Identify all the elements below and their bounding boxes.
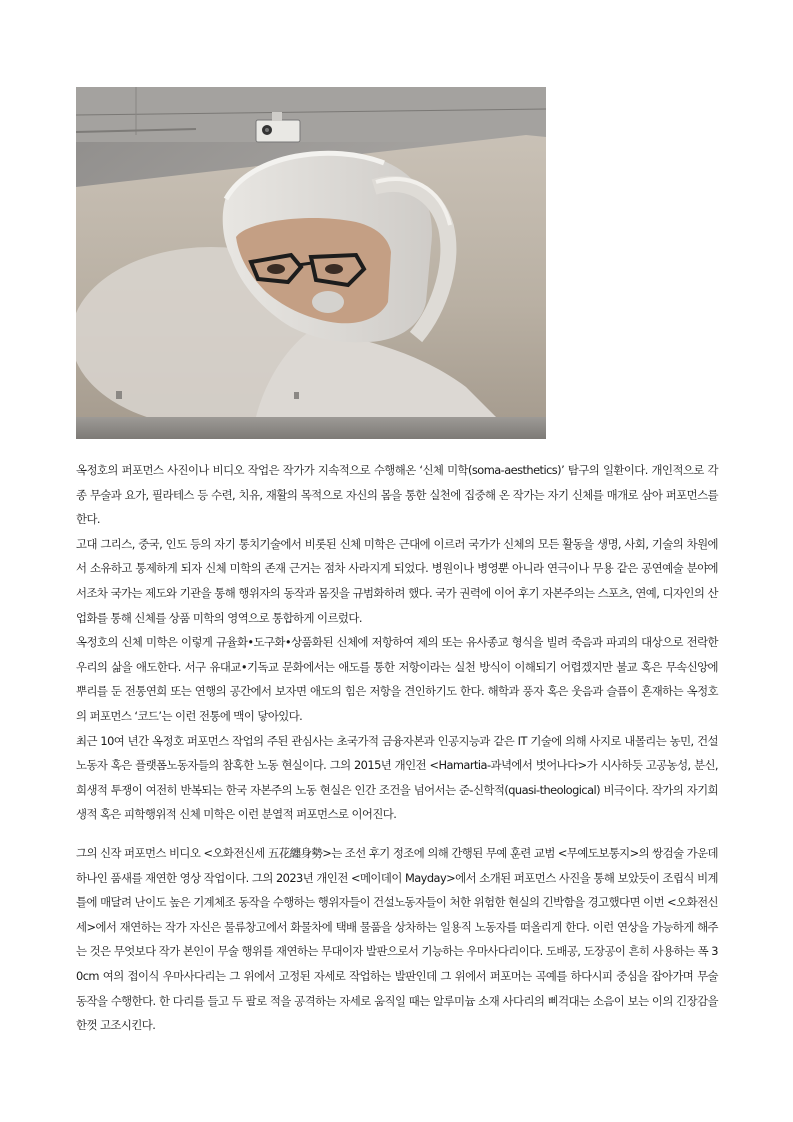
paragraph: 옥정호의 신체 미학은 이렇게 규율화•도구화•상품화된 신체에 저항하여 제의 또는 유사종교 형식을 빌려 죽음과 파괴의 대상으로 전락한 우리의 삶을 애도한다. 서구 유대교•기독교 문화에서는 애도를 통한 저항이라는 실천 방식이 이해되기 어렵겠지만 불교 혹은 무속신앙에 뿌리를 둔 전통연희 또는 연행의 공간에서 보자면 애도의 힘은 저항을 견인하기도 한다. 해학과 풍자 혹은 웃음과 슬픔이 혼재하는 옥정호의 퍼포먼스 ‘코드’는 이런 전통에 맥이 닿아있다. [76,635,718,723]
paragraph: 옥정호의 퍼포먼스 사진이나 비디오 작업은 작가가 지속적으로 수행해온 ‘신체 미학(soma-aesthetics)’ 탐구의 일환이다. 개인적으로 각종 무술과 요가, 필라테스 등 수련, 치유, 재활의 목적으로 자신의 몸을 통한 실천에 집중해 온 작가는 자기 신체를 매개로 삼아 퍼포먼스를 한다. [76,463,718,527]
paragraph: 그의 신작 퍼포먼스 비디오 <오화전신세 五花纏身勢>는 조선 후기 정조에 의해 간행된 무예 훈련 교범 <무예도보통지>의 쌍검술 가운데 하나인 품새를 재연한 영상 작업이다. 그의 2023년 개인전 <메이데이 Mayday>에서 소개된 퍼포먼스 사진을 통해 보았듯이 조립식 비계틀에 매달려 난이도 높은 기계체조 동작을 수행하는 행위자들이 건설노동자들이 처한 위험한 현실의 긴박함을 경고했다면 이번 <오화전신세>에서 재연하는 작가 자신은 물류창고에서 화물차에 택배 물품을 상차하는 일용직 노동자를 떠올리게 한다. 이런 연상을 가능하게 해주는 것은 무엇보다 작가 본인이 무술 행위를 재연하는 무대이자 발판으로서 기능하는 우마사다리이다. 도배공, 도장공이 흔히 사용하는 폭 30cm 여의 접이식 우마사다리는 그 위에서 고정된 자세로 작업하는 발판인데 그 위에서 퍼포머는 곡예를 하다시피 중심을 잡아가며 무술 동작을 수행한다. 한 다리를 들고 두 팔로 적을 공격하는 자세로 움직일 때는 알루미늄 소재 사다리의 삐걱대는 소음이 보는 이의 긴장감을 한껏 고조시킨다. [76,846,718,1033]
paragraph: 고대 그리스, 중국, 인도 등의 자기 통치기술에서 비롯된 신체 미학은 근대에 이르러 국가가 신체의 모든 활동을 생명, 사회, 기술의 차원에서 소유하고 통제하게 되자 신체 미학의 존재 근거는 점차 사라지게 되었다. 병원이나 병영뿐 아니라 연극이나 무용 같은 공연예술 분야에서조차 국가는 제도와 기관을 통해 행위자의 동작과 몸짓을 규범화하려 했다. 국가 권력에 이어 후기 자본주의는 스포츠, 연예, 디자인의 산업화를 통해 신체를 상품 미학의 영역으로 통합하게 이르렀다. [76,536,718,625]
performance-video-still-photo [76,87,546,439]
paragraph: 최근 10여 년간 옥정호 퍼포먼스 작업의 주된 관심사는 초국가적 금융자본과 인공지능과 같은 IT 기술에 의해 사지로 내몰리는 농민, 건설노동자 혹은 플랫폼노동자들의 참혹한 노동 현실이다. 그의 2015년 개인전 <Hamartia-과녁에서 벗어나다>가 시사하듯 고공농성, 분신, 희생적 투쟁이 여전히 반복되는 한국 자본주의 노동 현실은 인간 조건을 넘어서는 준-신학적(quasi-theological) 비극이다. 작가의 자기희생적 혹은 피학행위적 신체 미학은 이런 분열적 퍼포먼스로 이어진다. [76,733,718,822]
essay-section-1 [76,458,718,827]
essay-section-2 [76,841,718,1038]
